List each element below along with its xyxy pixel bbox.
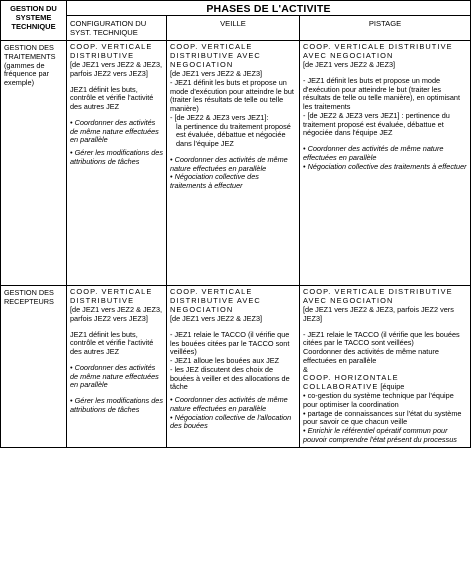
coop-detail: [de JEZ1 vers JEZ2 & JEZ3, parfois JEZ2 vers JEZ3] (70, 60, 163, 78)
description: - [de JEZ2 & JEZ3 vers JEZ1] : pertinence du traitement proposé est évaluée, débattue et négociée dans l'équipe JEZ (303, 110, 450, 138)
coop-type: COOP. VERTICALE DISTRIBUTIVE AVEC NEGOCIATION (303, 42, 453, 61)
coop-type: COOP. VERTICALE DISTRIBUTIVE AVEC NEGOCIATION (303, 287, 453, 306)
coop-type-2 (303, 374, 467, 392)
bullet-item: • Gérer les modifications des attributions de tâches (70, 396, 163, 414)
header-row-1 (1, 1, 471, 16)
coop-type: COOP. VERTICALE DISTRIBUTIVE (70, 42, 153, 61)
row-label-traitements-title: GESTION DES TRAITEMENTS (4, 43, 56, 62)
description: - [de JEZ2 & JEZ3 vers JEZ1]: (170, 112, 269, 122)
coop-type: COOP. VERTICALE DISTRIBUTIVE AVEC NEGOCIATION (170, 42, 261, 70)
header-col-config: CONFIGURATION DU SYST. TECHNIQUE (67, 16, 167, 41)
bullet-item: • co-gestion du système technique par l'équipe pour optimiser la coordination (303, 391, 454, 409)
bullet-item: • Négociation collective des traitements à effectuer (303, 161, 467, 171)
coop-detail: [de JEZ1 vers JEZ2 & JEZ3] (303, 60, 396, 70)
row-label-recepteurs (1, 286, 67, 447)
coop-type: COOP. VERTICALE DISTRIBUTIVE AVEC NEGOCIATION (170, 287, 261, 315)
bullet-item: • Gérer les modifications des attributions de tâches (70, 148, 163, 166)
description: JEZ1 définit les buts, contrôle et vérifie l'activité des autres JEZ (70, 84, 154, 112)
cell-recepteurs-pistage (300, 286, 471, 447)
header-col-veille: VEILLE (167, 16, 300, 41)
row-traitements (1, 41, 471, 286)
description: - JEZ1 définit les buts et propose un mode d'exécution pour atteindre le but (traiter les résultats de telle ou telle manière), en optimisant les traitements (303, 75, 460, 112)
ampersand: & (303, 364, 308, 374)
description: - les JEZ discutent des choix de bouées à veiller et des allocations de tâche (170, 364, 290, 392)
description: - JEZ1 relaie le TACCO (il vérifie que les bouées citées par le TACCO sont veillées) (303, 329, 460, 348)
description: JEZ1 définit les buts, contrôle et vérifie l'activité des autres JEZ (70, 329, 154, 357)
header-row-2 (1, 16, 471, 41)
bullet-item: • Coordonner des activités de même nature effectuées en parallèle (70, 362, 159, 390)
cell-traitements-pistage (300, 41, 471, 286)
cell-recepteurs-veille (167, 286, 300, 447)
cell-traitements-config (67, 41, 167, 286)
header-col-pistage: PISTAGE (300, 16, 471, 41)
description: la pertinence du traitement proposé est évaluée, débattue et négociée dans l'équipe JEZ (176, 121, 291, 149)
coop-detail: [de JEZ1 vers JEZ2 & JEZ3, parfois JEZ2 vers JEZ3] (70, 305, 163, 323)
row-recepteurs (1, 286, 471, 447)
coop-detail: [équipe (380, 382, 405, 392)
bullet-item: • partage de connaissances sur l'état du système pour savoir ce que chacun veille (303, 408, 462, 427)
coop-detail: [de JEZ1 vers JEZ2 & JEZ3, parfois JEZ2 vers JEZ3] (303, 305, 454, 323)
bullet-item: • Négociation collective des traitements à effectuer (170, 172, 259, 191)
bullet-item: • Enrichir le référentiel opératif commun pour pouvoir comprendre l'état présent du processus (303, 426, 457, 444)
description: - JEZ1 alloue les bouées aux JEZ (170, 356, 280, 366)
header-main-title: PHASES DE L'ACTIVITE (67, 1, 471, 16)
header-left-title: GESTION DU SYSTEME TECHNIQUE (1, 1, 67, 41)
bullet-item: • Coordonner des activités de même nature effectuées en parallèle (303, 144, 444, 162)
cell-recepteurs-config (67, 286, 167, 447)
bullet-item: • Coordonner des activités de même nature effectuées en parallèle (170, 154, 288, 173)
row-label-traitements (1, 41, 67, 286)
bullet-item: • Négociation collective de l'allocation des bouées (170, 412, 292, 431)
coop-type: COOP. HORIZONTALE COLLABORATIVE (303, 373, 399, 392)
description: - JEZ1 relaie le TACCO (il vérifie que les bouées citées par le TACCO sont veillées) (170, 329, 290, 357)
coop-detail: [de JEZ1 vers JEZ2 & JEZ3] (170, 314, 263, 324)
row-label-traitements-sub: (gammes de fréquence par exemple) (4, 60, 50, 87)
bullet-item: • Coordonner des activités de même nature effectuées en parallèle (170, 395, 288, 413)
description: Coordonner des activités de même nature effectuées en parallèle (303, 347, 439, 365)
description: - JEZ1 définit les buts et propose un mode d'exécution pour atteindre le but (traiter les résultats de telle ou telle manière) (170, 77, 294, 114)
coop-type: COOP. VERTICALE DISTRIBUTIVE (70, 287, 153, 306)
coop-detail: [de JEZ1 vers JEZ2 & JEZ3] (170, 69, 263, 79)
bullet-item: • Coordonner des activités de même nature effectuées en parallèle (70, 117, 159, 145)
row-label-recepteurs-title: GESTION DES RECEPTEURS (4, 288, 54, 307)
cell-traitements-veille (167, 41, 300, 286)
